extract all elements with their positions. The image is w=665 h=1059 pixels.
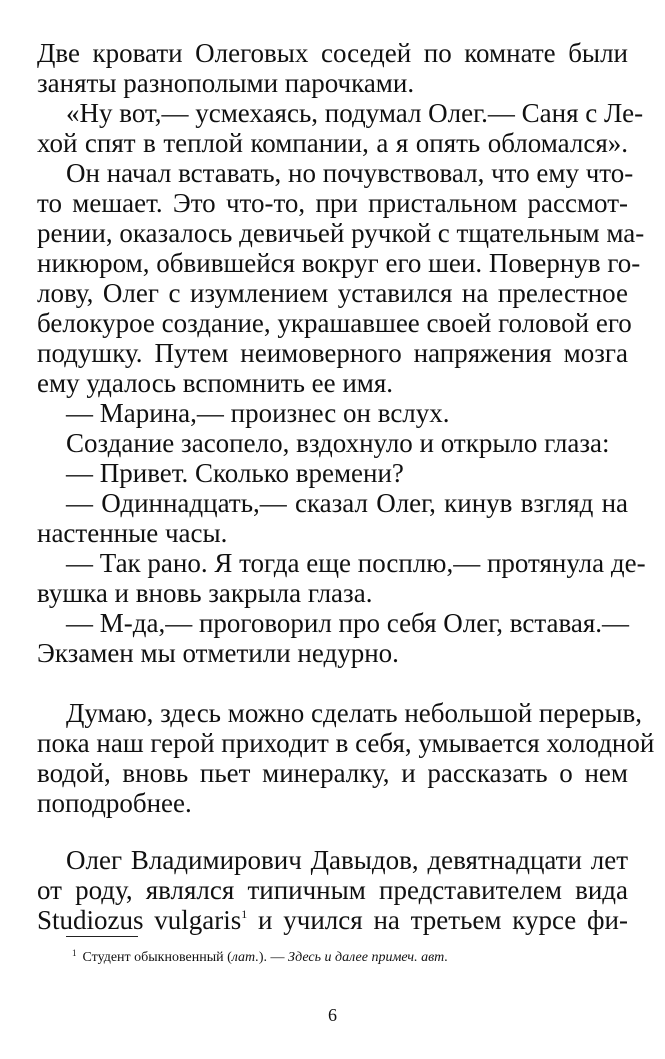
text-line: никюром, обвившейся вокруг его шеи. Повернув го- (37, 248, 641, 278)
text-line: поподробнее. (37, 788, 192, 818)
footnote (72, 944, 448, 967)
text-line: Экзамен мы отметили недурно. (37, 638, 399, 668)
text-line: хой спят в теплой компании, а я опять обломался». (37, 128, 628, 158)
text-line: — М-да,— проговорил про себя Олег, вставая.— (66, 608, 630, 638)
text-line: заняты разнополыми парочками. (37, 68, 415, 98)
footnote-text-sep: ). — (258, 950, 288, 965)
text-line: от роду, являлся типичным представителем вида (37, 875, 628, 905)
footnote-reference[interactable]: 1 (241, 907, 248, 921)
text-line: рении, оказалось девичьей ручкой с тщательным ма- (37, 218, 645, 248)
text-line: — Одиннадцать,— сказал Олег, кинув взгляд на (66, 488, 628, 518)
text-line: — Так рано. Я тогда еще посплю,— протянула де- (66, 548, 646, 578)
text-line: Две кровати Олеговых соседей по комнате были (37, 38, 628, 68)
footnote-author-note: Здесь и далее примеч. авт. (288, 950, 448, 965)
text-line: Он начал вставать, но почувствовал, что ему что- (66, 158, 634, 188)
text-line: — Марина,— произнес он вслух. (66, 398, 450, 428)
text-line: белокурое создание, украшавшее своей головой его (37, 308, 632, 338)
text-line: пока наш герой приходит в себя, умывается холодной (37, 728, 655, 758)
text-line-with-footnote-ref (37, 905, 628, 935)
text-line: вушка и вновь закрыла глаза. (37, 578, 373, 608)
text-line: настенные часы. (37, 518, 228, 548)
text-line: Создание засопело, вздохнуло и открыло глаза: (66, 428, 610, 458)
text-line: — Привет. Сколько времени? (66, 458, 404, 488)
text-line: подушку. Путем неимоверного напряжения мозга (37, 338, 628, 368)
latin-term: Studiozus vulgaris (37, 905, 242, 935)
text-line: лову, Олег с изумлением уставился на прелестное (37, 278, 628, 308)
text-line: «Ну вот,— усмехаясь, подумал Олег.— Саня с Ле- (66, 98, 644, 128)
text-line: Думаю, здесь можно сделать небольшой перерыв, (66, 698, 642, 728)
footnote-lang: лат. (231, 950, 259, 965)
text-line-remainder: и учился на третьем курсе фи- (247, 905, 628, 935)
page-number: 6 (328, 1005, 337, 1025)
text-line: ему удалось вспомнить ее имя. (37, 368, 394, 398)
text-line: водой, вновь пьет минералку, и рассказать о нем (37, 758, 628, 788)
text-line: то мешает. Это что-то, при пристальном рассмот- (37, 188, 628, 218)
footnote-text: Студент обыкновенный ( (82, 950, 232, 965)
footnote-marker: 1 (72, 948, 77, 958)
footnote-divider (66, 936, 138, 937)
text-line: Олег Владимирович Давыдов, девятнадцати лет (66, 845, 628, 875)
